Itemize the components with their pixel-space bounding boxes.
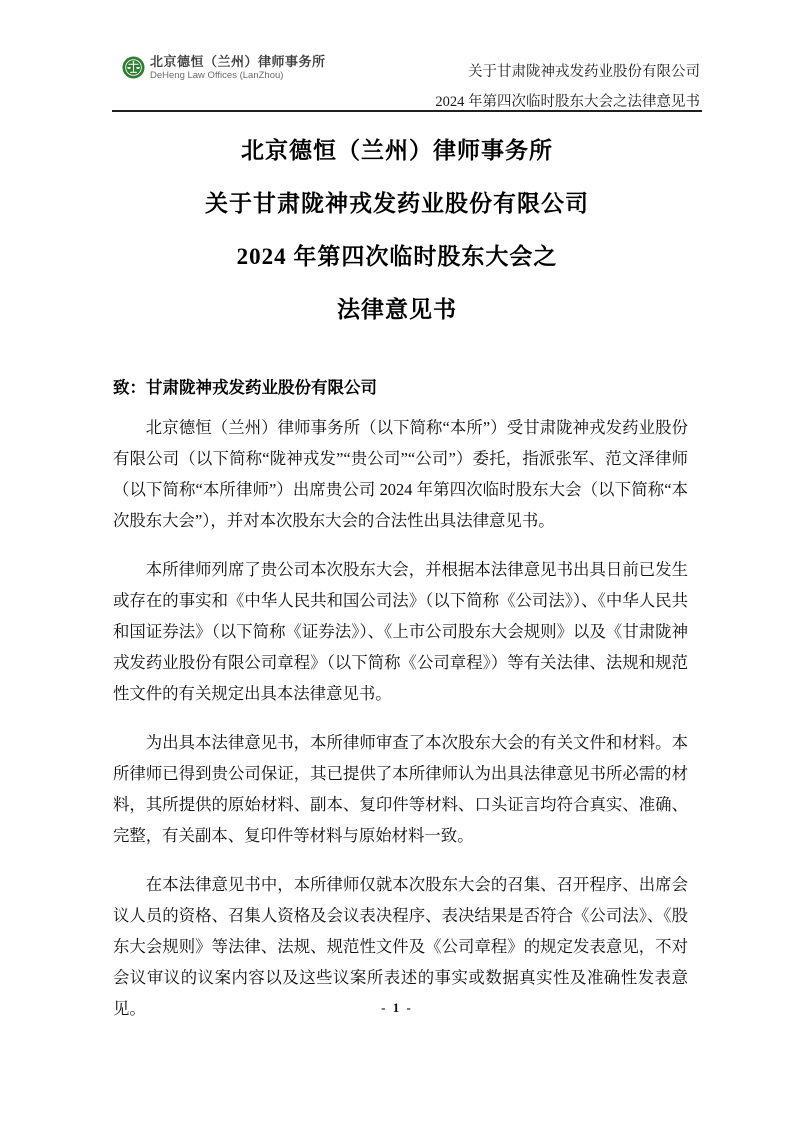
title-line-4: 法律意见书 [337,297,457,322]
body-paragraph-3: 为出具本法律意见书，本所律师审查了本次股东大会的有关文件和材料。本所律师已得到贵公司保证，其已提供了本所律师认为出具法律意见书所必需的材料，其所提供的原始材料、副本、复印件等材料、口头证言均符合真实、准确、完整，有关副本、复印件等材料与原始材料一致。 [113,733,688,845]
running-header [435,57,700,117]
law-firm-logo [122,55,326,82]
header-divider [112,110,702,112]
running-header-line2: 2024 年第四次临时股东大会之法律意见书 [435,94,700,110]
logo-text [150,55,326,82]
title-line-3: 2024 年第四次临时股东大会之 [236,244,558,269]
body-paragraph-2: 本所律师列席了贵公司本次股东大会，并根据本法律意见书出具日前已发生或存在的事实和《中华人民共和国公司法》（以下简称《公司法》）、《中华人民共和国证券法》（以下简称《证券法》）、《上市公司股东大会规则》以及《甘肃陇神戎发药业股份有限公司章程》（以下简称《公司章程》）等有关法律、法规和规范性文件的有关规定出具本法律意见书。 [113,560,688,703]
scales-of-justice-icon [122,56,145,79]
running-header-line1: 关于甘肃陇神戎发药业股份有限公司 [468,64,700,80]
body-paragraph-4: 在本法律意见书中，本所律师仅就本次股东大会的召集、召开程序、出席会议人员的资格、召集人资格及会议表决程序、表决结果是否符合《公司法》、《股东大会规则》等法律、法规、规范性文件及《公司章程》的规定发表意见，不对会议审议的议案内容以及这些议案所表述的事实或数据真实性及准确性发表意见。 [113,875,688,1018]
document-body [113,412,688,1042]
body-paragraph-1: 北京德恒（兰州）律师事务所（以下简称“本所”）受甘肃陇神戎发药业股份有限公司（以下简称“陇神戎发”“贵公司”“公司”）委托，指派张军、范文泽律师（以下简称“本所律师”）出席贵公司 2024 年第四次临时股东大会（以下简称“本次股东大会”），并对本次股东大会的合法性出具法律意见书。 [113,418,688,530]
page-number: - 1 - [381,1000,413,1015]
document-title [0,124,794,336]
title-line-2: 关于甘肃陇神戎发药业股份有限公司 [205,191,589,216]
salutation-line: 致：甘肃陇神戎发药业股份有限公司 [113,378,377,397]
title-line-1: 北京德恒（兰州）律师事务所 [241,138,553,163]
logo-name-english: DeHeng Law Offices (LanZhou) [150,69,284,81]
logo-name-chinese: 北京德恒（兰州）律师事务所 [150,54,326,69]
